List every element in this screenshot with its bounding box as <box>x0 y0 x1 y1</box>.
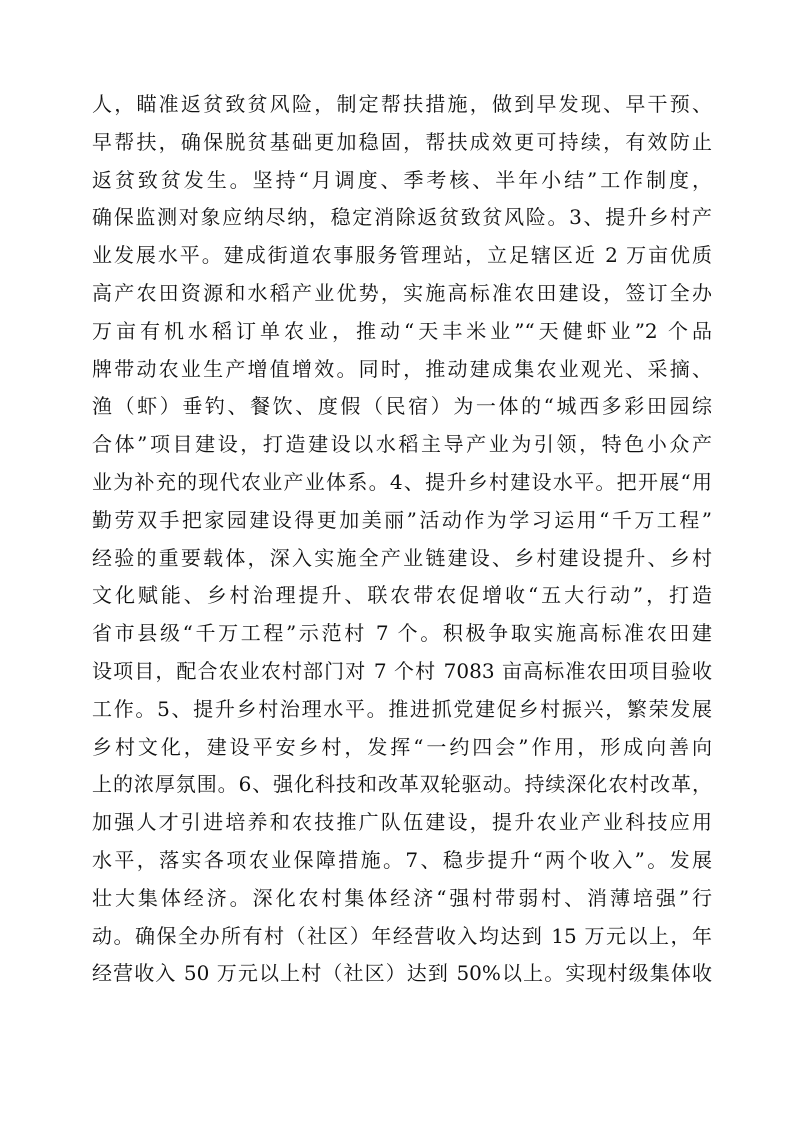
text-line: 确保监测对象应纳尽纳，稳定消除返贫致贫风险。3、提升乡村产 <box>92 205 712 230</box>
text-line: 人，瞄准返贫致贫风险，制定帮扶措施，做到早发现、早干预、 <box>92 92 712 116</box>
text-line: 文化赋能、乡村治理提升、联农带农促增收“五大行动”，打造 <box>92 583 712 608</box>
text-line: 经营收入 50 万元以上村（社区）达到 50%以上。实现村级集体收 <box>92 961 712 986</box>
text-line: 渔（虾）垂钓、餐饮、度假（民宿）为一体的“城西多彩田园综 <box>92 394 712 419</box>
text-line: 加强人才引进培养和农技推广队伍建设，提升农业产业科技应用 <box>92 810 712 835</box>
body-text <box>92 86 712 993</box>
text-line: 省市县级“千万工程”示范村 7 个。积极争取实施高标准农田建 <box>92 621 712 646</box>
text-line: 业发展水平。建成街道农事服务管理站，立足辖区近 2 万亩优质 <box>92 243 712 268</box>
text-line: 返贫致贫发生。坚持“月调度、季考核、半年小结”工作制度， <box>92 167 712 192</box>
text-line: 业为补充的现代农业产业体系。4、提升乡村建设水平。把开展“用 <box>92 469 712 494</box>
text-line: 万亩有机水稻订单农业，推动“天丰米业”“天健虾业”2 个品 <box>92 318 712 343</box>
text-line: 经验的重要载体，深入实施全产业链建设、乡村建设提升、乡村 <box>92 545 712 570</box>
text-line: 合体”项目建设，打造建设以水稻主导产业为引领，特色小众产 <box>92 432 712 457</box>
text-line: 高产农田资源和水稻产业优势，实施高标准农田建设，签订全办 <box>92 280 712 305</box>
text-line: 勤劳双手把家园建设得更加美丽”活动作为学习运用“千万工程” <box>92 507 712 532</box>
text-line: 早帮扶，确保脱贫基础更加稳固，帮扶成效更可持续，有效防止 <box>92 129 712 154</box>
text-line: 动。确保全办所有村（社区）年经营收入均达到 15 万元以上，年 <box>92 923 712 948</box>
text-line: 上的浓厚氛围。6、强化科技和改革双轮驱动。持续深化农村改革， <box>92 772 712 797</box>
text-line: 水平，落实各项农业保障措施。7、稳步提升“两个收入”。发展 <box>92 847 712 872</box>
text-line: 工作。5、提升乡村治理水平。推进抓党建促乡村振兴，繁荣发展 <box>92 696 712 721</box>
text-line: 牌带动农业生产增值增效。同时，推动建成集农业观光、采摘、 <box>92 356 712 381</box>
text-line: 乡村文化，建设平安乡村，发挥“一约四会”作用，形成向善向 <box>92 734 712 759</box>
text-line: 壮大集体经济。深化农村集体经济“强村带弱村、消薄培强”行 <box>92 885 712 910</box>
text-line: 设项目，配合农业农村部门对 7 个村 7083 亩高标准农田项目验收 <box>92 658 712 683</box>
